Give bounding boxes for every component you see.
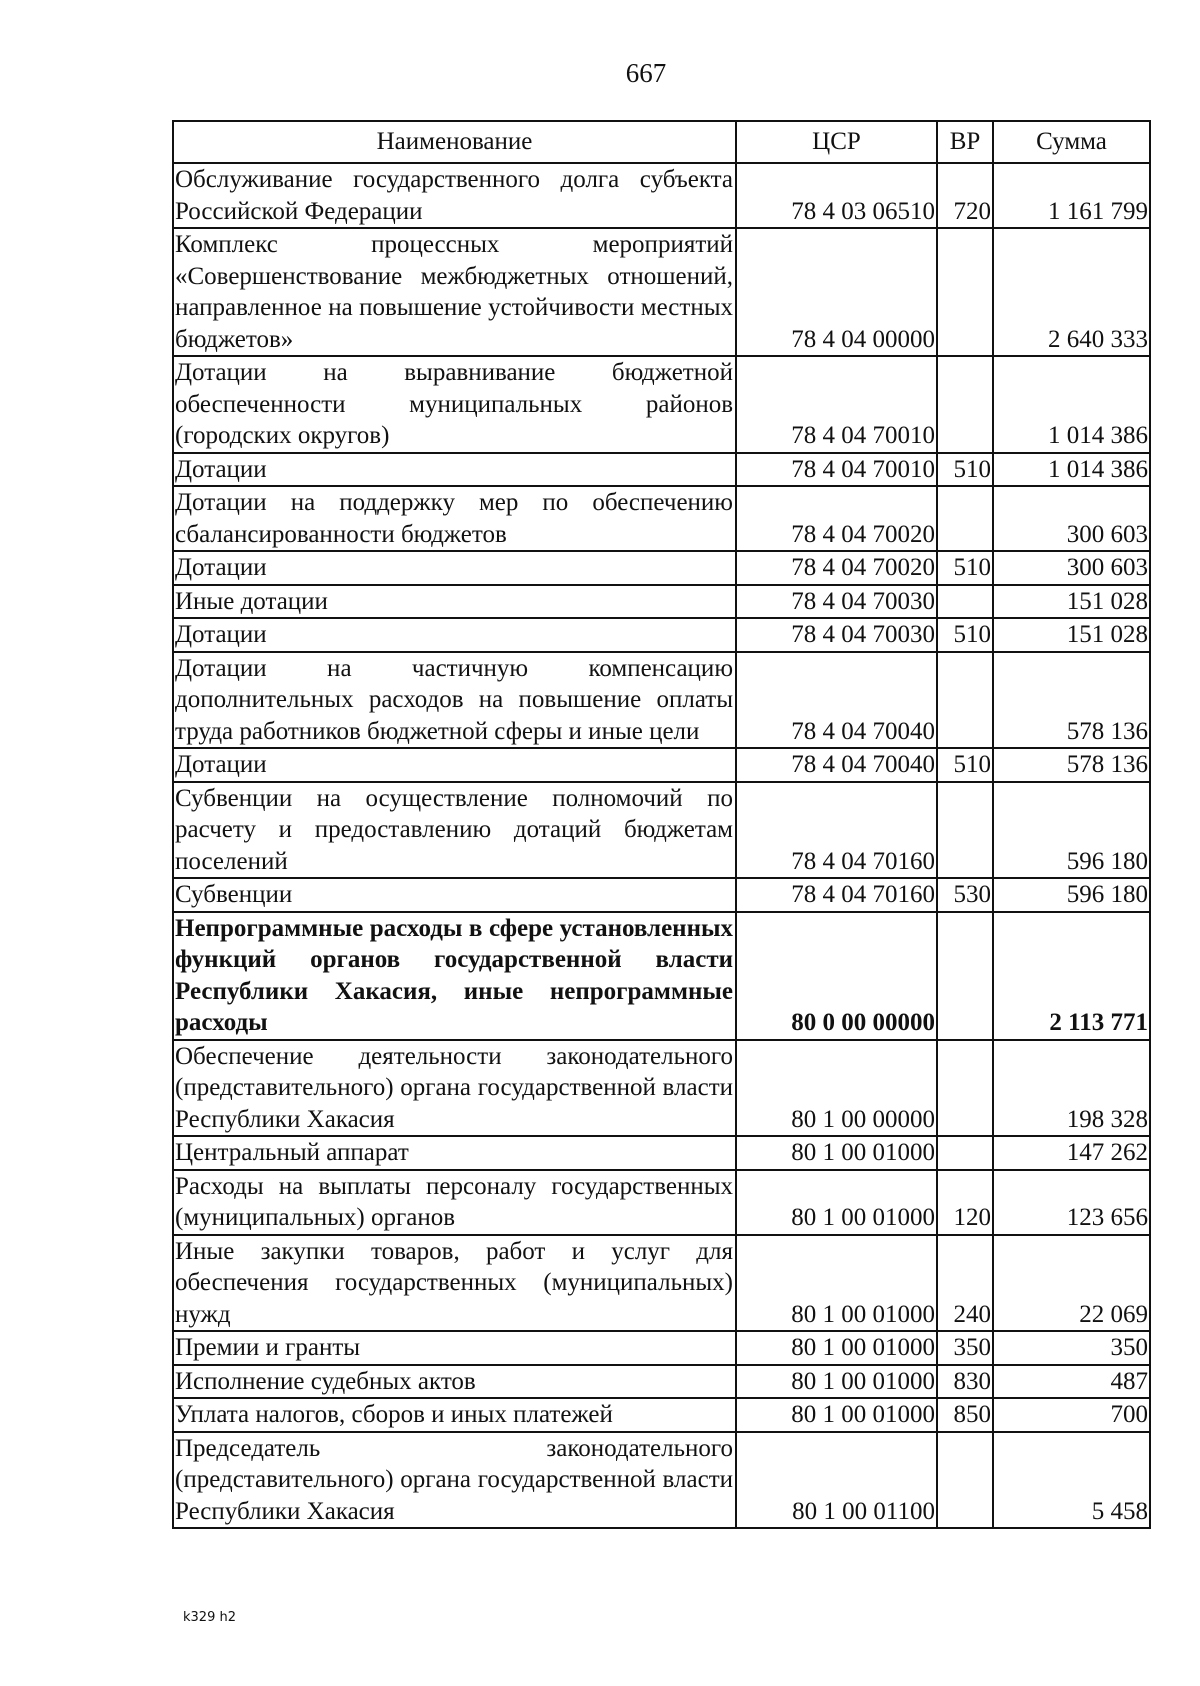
row-csr-cell: 80 1 00 01000 <box>736 1235 937 1332</box>
header-name: Наименование <box>173 121 736 163</box>
row-sum-cell: 1 014 386 <box>993 453 1150 487</box>
row-name-cell: Дотации <box>173 748 736 782</box>
table-row <box>173 1365 1150 1399</box>
row-csr-cell: 80 1 00 01000 <box>736 1136 937 1170</box>
row-name-cell: Дотации <box>173 551 736 585</box>
row-sum-cell: 198 328 <box>993 1040 1150 1137</box>
table-row <box>173 1398 1150 1432</box>
row-csr-cell: 78 4 04 70020 <box>736 486 937 551</box>
row-csr-cell: 80 1 00 01000 <box>736 1170 937 1235</box>
row-csr-cell: 80 0 00 00000 <box>736 912 937 1040</box>
row-name-cell: Центральный аппарат <box>173 1136 736 1170</box>
row-csr-cell: 78 4 04 70010 <box>736 453 937 487</box>
row-sum-cell: 22 069 <box>993 1235 1150 1332</box>
table-row <box>173 453 1150 487</box>
row-name-cell: Председатель законодательного (представительного) органа государственной власти Республики Хакасия <box>173 1432 736 1529</box>
row-name-cell: Субвенции на осуществление полномочий по расчету и предоставлению дотаций бюджетам поселений <box>173 782 736 879</box>
footer-code: k329 h2 <box>183 1610 236 1625</box>
table-row <box>173 486 1150 551</box>
row-sum-cell: 151 028 <box>993 618 1150 652</box>
row-sum-cell: 596 180 <box>993 878 1150 912</box>
table-header-row <box>173 121 1150 163</box>
row-vr-cell: 510 <box>937 453 993 487</box>
table-row <box>173 356 1150 453</box>
row-sum-cell: 151 028 <box>993 585 1150 619</box>
row-sum-cell: 2 640 333 <box>993 228 1150 356</box>
row-name-cell: Субвенции <box>173 878 736 912</box>
table-row <box>173 1170 1150 1235</box>
table-row <box>173 1136 1150 1170</box>
row-name-cell: Комплекс процессных мероприятий «Совершенствование межбюджетных отношений, направленное на повышение устойчивости местных бюджетов» <box>173 228 736 356</box>
row-vr-cell <box>937 782 993 879</box>
row-name-cell: Дотации <box>173 618 736 652</box>
table-row <box>173 618 1150 652</box>
row-vr-cell <box>937 356 993 453</box>
row-name-cell: Исполнение судебных актов <box>173 1365 736 1399</box>
row-vr-cell: 240 <box>937 1235 993 1332</box>
row-csr-cell: 78 4 04 00000 <box>736 228 937 356</box>
row-sum-cell: 578 136 <box>993 652 1150 749</box>
table-row <box>173 1331 1150 1365</box>
budget-table <box>172 120 1151 1529</box>
row-sum-cell: 350 <box>993 1331 1150 1365</box>
row-csr-cell: 78 4 04 70030 <box>736 618 937 652</box>
row-vr-cell: 530 <box>937 878 993 912</box>
table-row <box>173 228 1150 356</box>
table-row <box>173 912 1150 1040</box>
table-row <box>173 1432 1150 1529</box>
row-vr-cell <box>937 486 993 551</box>
row-name-cell: Дотации на выравнивание бюджетной обеспеченности муниципальных районов (городских округов) <box>173 356 736 453</box>
table-body <box>173 163 1150 1528</box>
row-vr-cell: 120 <box>937 1170 993 1235</box>
row-sum-cell: 596 180 <box>993 782 1150 879</box>
row-name-cell: Дотации на поддержку мер по обеспечению сбалансированности бюджетов <box>173 486 736 551</box>
row-sum-cell: 2 113 771 <box>993 912 1150 1040</box>
row-vr-cell <box>937 912 993 1040</box>
row-name-cell: Дотации <box>173 453 736 487</box>
row-csr-cell: 80 1 00 01000 <box>736 1398 937 1432</box>
row-vr-cell: 720 <box>937 163 993 228</box>
row-csr-cell: 80 1 00 01000 <box>736 1365 937 1399</box>
row-csr-cell: 80 1 00 00000 <box>736 1040 937 1137</box>
row-sum-cell: 700 <box>993 1398 1150 1432</box>
row-csr-cell: 78 4 03 06510 <box>736 163 937 228</box>
row-vr-cell <box>937 652 993 749</box>
table-row <box>173 163 1150 228</box>
row-csr-cell: 78 4 04 70010 <box>736 356 937 453</box>
row-name-cell: Обеспечение деятельности законодательного (представительного) органа государственной власти Республики Хакасия <box>173 1040 736 1137</box>
row-vr-cell: 510 <box>937 748 993 782</box>
table-row <box>173 782 1150 879</box>
row-sum-cell: 300 603 <box>993 551 1150 585</box>
table-row <box>173 1040 1150 1137</box>
header-sum: Сумма <box>993 121 1150 163</box>
row-csr-cell: 78 4 04 70040 <box>736 652 937 749</box>
row-sum-cell: 5 458 <box>993 1432 1150 1529</box>
row-name-cell: Уплата налогов, сборов и иных платежей <box>173 1398 736 1432</box>
row-csr-cell: 78 4 04 70020 <box>736 551 937 585</box>
row-vr-cell: 350 <box>937 1331 993 1365</box>
row-csr-cell: 78 4 04 70040 <box>736 748 937 782</box>
row-sum-cell: 147 262 <box>993 1136 1150 1170</box>
table-row <box>173 878 1150 912</box>
row-csr-cell: 78 4 04 70030 <box>736 585 937 619</box>
table-row <box>173 748 1150 782</box>
row-vr-cell <box>937 1136 993 1170</box>
row-name-cell: Иные закупки товаров, работ и услуг для обеспечения государственных (муниципальных) нужд <box>173 1235 736 1332</box>
row-name-cell: Премии и гранты <box>173 1331 736 1365</box>
header-csr: ЦСР <box>736 121 937 163</box>
table-row <box>173 585 1150 619</box>
row-sum-cell: 300 603 <box>993 486 1150 551</box>
row-vr-cell <box>937 1040 993 1137</box>
row-vr-cell: 850 <box>937 1398 993 1432</box>
row-vr-cell: 830 <box>937 1365 993 1399</box>
header-vr: ВР <box>937 121 993 163</box>
row-name-cell: Обслуживание государственного долга субъекта Российской Федерации <box>173 163 736 228</box>
table-row <box>173 652 1150 749</box>
row-sum-cell: 1 014 386 <box>993 356 1150 453</box>
row-vr-cell <box>937 228 993 356</box>
row-csr-cell: 80 1 00 01100 <box>736 1432 937 1529</box>
row-vr-cell: 510 <box>937 618 993 652</box>
row-vr-cell <box>937 585 993 619</box>
row-sum-cell: 1 161 799 <box>993 163 1150 228</box>
row-csr-cell: 78 4 04 70160 <box>736 782 937 879</box>
row-vr-cell <box>937 1432 993 1529</box>
row-name-cell: Расходы на выплаты персоналу государственных (муниципальных) органов <box>173 1170 736 1235</box>
row-name-cell: Дотации на частичную компенсацию дополнительных расходов на повышение оплаты труда работников бюджетной сферы и иные цели <box>173 652 736 749</box>
row-sum-cell: 123 656 <box>993 1170 1150 1235</box>
table-row <box>173 1235 1150 1332</box>
table-row <box>173 551 1150 585</box>
row-name-cell: Иные дотации <box>173 585 736 619</box>
row-sum-cell: 578 136 <box>993 748 1150 782</box>
row-vr-cell: 510 <box>937 551 993 585</box>
row-csr-cell: 80 1 00 01000 <box>736 1331 937 1365</box>
page-number: 667 <box>625 58 667 88</box>
row-sum-cell: 487 <box>993 1365 1150 1399</box>
row-name-cell: Непрограммные расходы в сфере установленных функций органов государственной власти Республики Хакасия, иные непрограммные расходы <box>173 912 736 1040</box>
row-csr-cell: 78 4 04 70160 <box>736 878 937 912</box>
